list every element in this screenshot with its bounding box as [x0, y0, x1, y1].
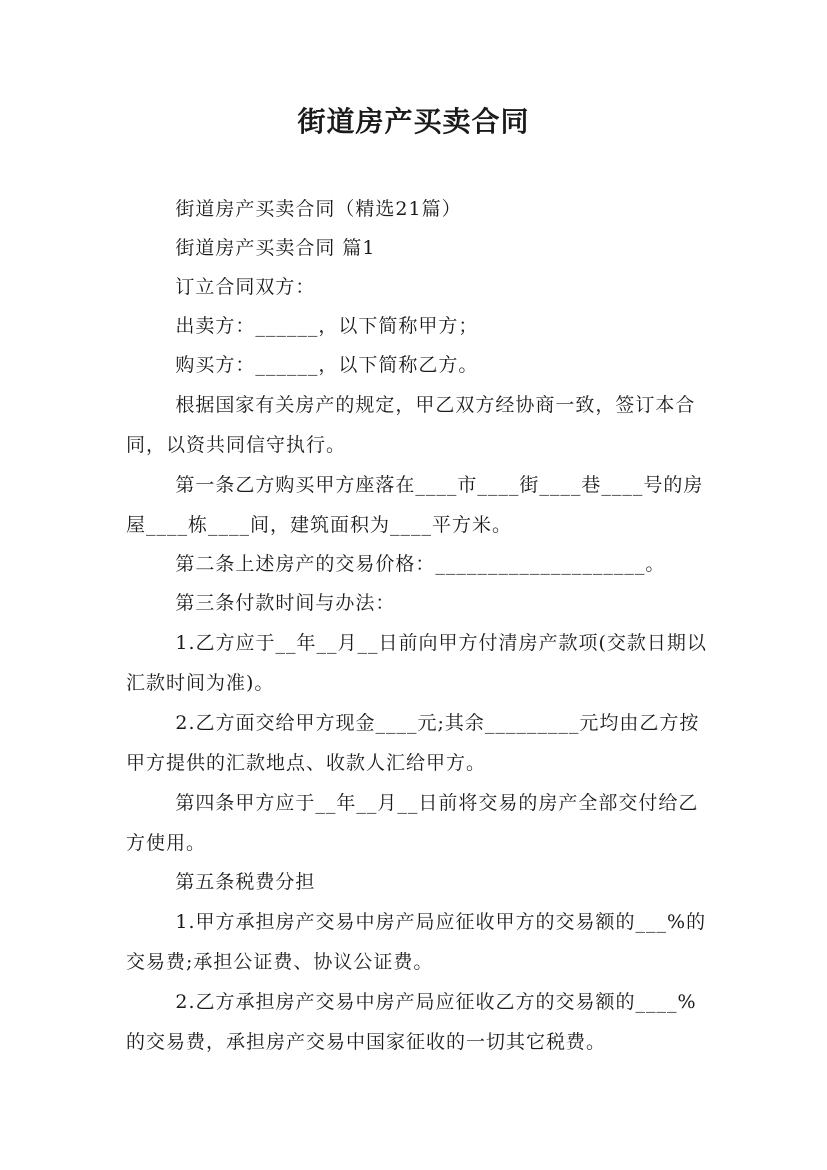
document-title: 街道房产买卖合同: [297, 105, 530, 138]
preamble-paragraph: 根据国家有关房产的规定，甲乙双方经协商一致，签订本合同，以资共同信守执行。: [126, 394, 696, 456]
article-1-paragraph: 第一条乙方购买甲方座落在____市____街____巷____号的房屋____栋____间，建筑面积为____平方米。: [126, 474, 704, 536]
seller-line: 出卖方：______，以下简称甲方；: [175, 315, 479, 337]
article-4-paragraph: 第四条甲方应于__年__月__日前将交易的房产全部交付给乙方使用。: [126, 792, 699, 854]
document-body: [126, 190, 716, 1062]
article-2-paragraph: 第二条上述房产的交易价格：____________________。: [175, 553, 666, 575]
parties-heading: 订立合同双方：: [175, 276, 316, 298]
document-subtitle: 街道房产买卖合同（精选21篇）: [175, 198, 462, 220]
article-3-item-1: 1.乙方应于__年__月__日前向甲方付清房产款项(交款日期以汇款时间为准)。: [126, 632, 707, 694]
article-5-heading: 第五条税费分担: [175, 871, 316, 893]
article-5-item-2: 2.乙方承担房产交易中房产局应征收乙方的交易额的____%的交易费，承担房产交易中国家征收的一切其它税费。: [126, 991, 697, 1053]
section-heading: 街道房产买卖合同 篇1: [175, 237, 376, 259]
article-3-item-2: 2.乙方面交给甲方现金____元;其余_________元均由乙方按甲方提供的汇款地点、收款人汇给甲方。: [126, 712, 700, 774]
article-3-heading: 第三条付款时间与办法：: [175, 592, 396, 614]
buyer-line: 购买方：______，以下简称乙方。: [175, 354, 479, 376]
article-5-item-1: 1.甲方承担房产交易中房产局应征收甲方的交易额的___%的交易费;承担公证费、协议公证费。: [126, 911, 707, 973]
